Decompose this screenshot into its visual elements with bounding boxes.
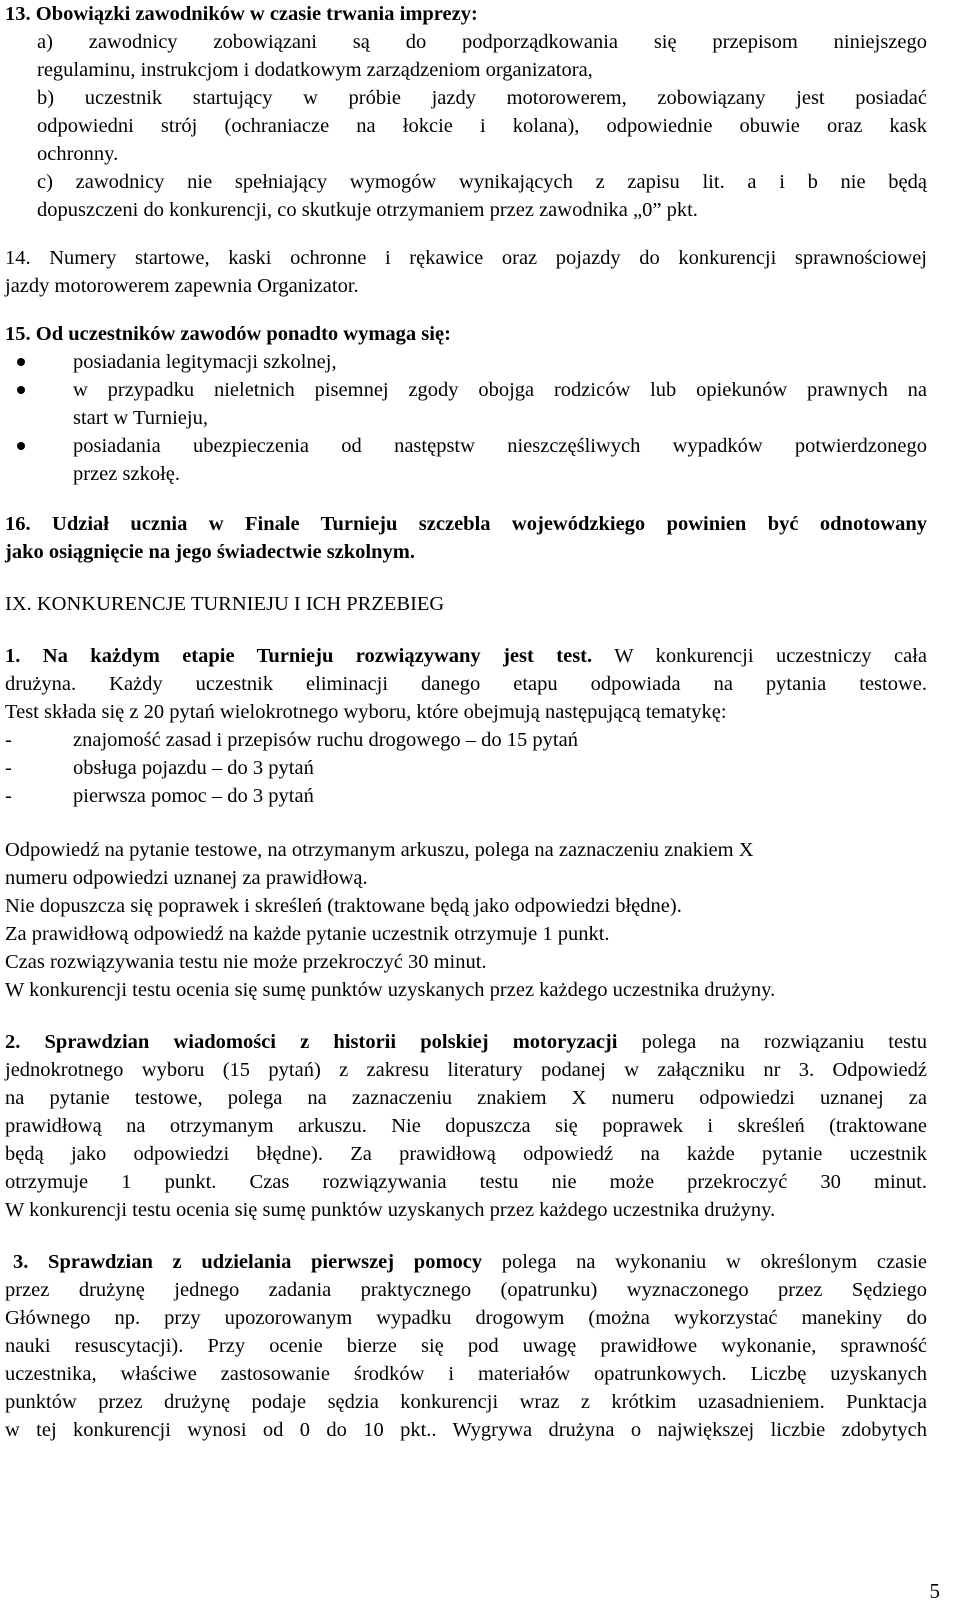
list-item (5, 726, 927, 754)
chapter-heading (5, 590, 927, 618)
list-item (5, 376, 927, 432)
competition-1-note: Czas rozwiązywania testu nie może przekroczyć 30 minut. (5, 951, 487, 973)
competition-1-line: Test składa się z 20 pytań wielokrotnego wyboru, które obejmują następującą tematykę: (5, 701, 727, 723)
item-b-line-2: odpowiedni strój (ochraniacze na łokcie i kolana), odpowiednie obuwie oraz kask (37, 115, 927, 137)
section-13-heading: 13. Obowiązki zawodników w czasie trwania imprezy: (5, 3, 478, 25)
competition-2-line: prawidłową na otrzymanym arkuszu. Nie dopuszcza się poprawek i skreśleń (traktowane (5, 1115, 927, 1137)
section-15-heading: 15. Od uczestników zawodów ponadto wymaga się: (5, 323, 451, 345)
competition-3-text: polega na wykonaniu w określonym czasie (482, 1251, 927, 1273)
competition-3-line: w tej konkurencji wynosi od 0 do 10 pkt.. Wygrywa drużyna o największej liczbie zdobytych (5, 1419, 927, 1441)
list-item-text: posiadania ubezpieczenia od następstw nieszczęśliwych wypadków potwierdzonego (73, 435, 927, 457)
competition-3-line: nauki resuscytacji). Przy ocenie bierze się pod uwagę prawidłowe wykonanie, sprawność (5, 1335, 927, 1357)
section-14-line-1: 14. Numery startowe, kaski ochronne i rękawice oraz pojazdy do konkurencji sprawnościowej (5, 247, 927, 269)
competition-2-line: W konkurencji testu ocenia się sumę punktów uzyskanych przez każdego uczestnika drużyny. (5, 1199, 776, 1221)
list-item-text: obsługa pojazdu – do 3 pytań (73, 757, 314, 779)
document-page (5, 0, 927, 1444)
list-item (5, 348, 927, 376)
page-number: 5 (929, 1579, 940, 1603)
competition-3-line-1 (5, 1248, 927, 1276)
competition-2-line-1 (5, 1028, 927, 1056)
section-16-line-1: 16. Udział ucznia w Finale Turnieju szczebla wojewódzkiego powinien być odnotowany (5, 513, 927, 535)
chapter-title: IX. KONKURENCJE TURNIEJU I ICH PRZEBIEG (5, 593, 445, 615)
section-14-line-2: jazdy motorowerem zapewnia Organizator. (5, 275, 359, 297)
item-c-line-2: dopuszczeni do konkurencji, co skutkuje otrzymaniem przez zawodnika „0” pkt. (37, 199, 698, 221)
bullet-icon (17, 358, 25, 366)
competition-1-line-1 (5, 642, 927, 670)
competition-3-line: uczestnika, właściwe zastosowanie środków i materiałów opatrunkowych. Liczbę uzyskanych (5, 1363, 927, 1385)
competition-1-note: Nie dopuszcza się poprawek i skreśleń (traktowane będą jako odpowiedzi błędne). (5, 895, 682, 917)
competition-1-note: W konkurencji testu ocenia się sumę punktów uzyskanych przez każdego uczestnika drużyny. (5, 979, 776, 1001)
competition-1-text: W konkurencji uczestniczy cała (592, 645, 927, 667)
competition-2 (5, 1028, 927, 1224)
competition-3-line: przez drużynę jednego zadania praktycznego (opatrunku) wyznaczonego przez Sędziego (5, 1279, 927, 1301)
list-item (5, 754, 927, 782)
competition-1-title: 1. Na każdym etapie Turnieju rozwiązywany jest test. (5, 645, 593, 667)
competition-3 (5, 1248, 927, 1444)
bullet-icon (17, 442, 25, 450)
competition-2-line: otrzymuje 1 punkt. Czas rozwiązywania testu nie może przekroczyć 30 minut. (5, 1171, 927, 1193)
competition-2-line: będą jako odpowiedzi błędne). Za prawidłową odpowiedź na każde pytanie uczestnik (5, 1143, 927, 1165)
section-16 (5, 510, 927, 566)
competition-3-title: 3. Sprawdzian z udzielania pierwszej pomocy (13, 1251, 483, 1273)
item-c-line-1: c) zawodnicy nie spełniający wymogów wynikających z zapisu lit. a i b nie będą (37, 171, 927, 193)
item-b-line-1: b) uczestnik startujący w próbie jazdy motorowerem, zobowiązany jest posiadać (37, 87, 927, 109)
competition-2-line: jednokrotnego wyboru (15 pytań) z zakresu literatury podanej w załączniku nr 3. Odpowiedź (5, 1059, 927, 1081)
item-a-line-2: regulaminu, instrukcjom i dodatkowym zarządzeniom organizatora, (37, 59, 593, 81)
competition-1-note: Za prawidłową odpowiedź na każde pytanie uczestnik otrzymuje 1 punkt. (5, 923, 610, 945)
list-item-text: znajomość zasad i przepisów ruchu drogowego – do 15 pytań (73, 729, 578, 751)
competition-3-line: punktów przez drużynę podaje sędzia konkurencji wraz z krótkim uzasadnieniem. Punktacja (5, 1391, 927, 1413)
section-13 (5, 0, 927, 224)
competition-1-note: numeru odpowiedzi uznanej za prawidłową. (5, 867, 368, 889)
competition-2-line: na pytanie testowe, polega na zaznaczeniu znakiem X numeru odpowiedzi uznanej za (5, 1087, 927, 1109)
competition-2-text: polega na rozwiązaniu testu (617, 1031, 927, 1053)
dash-marker: - (5, 757, 12, 779)
dash-marker: - (5, 729, 12, 751)
section-14 (5, 244, 927, 300)
list-item (5, 782, 927, 810)
competition-1 (5, 642, 927, 1004)
competition-3-line: Głównego np. przy upozorowanym wypadku drogowym (można wykorzystać manekiny do (5, 1307, 927, 1329)
competition-1-note: Odpowiedź na pytanie testowe, na otrzymanym arkuszu, polega na zaznaczeniu znakiem X (5, 839, 754, 861)
competition-1-line: drużyna. Każdy uczestnik eliminacji danego etapu odpowiada na pytania testowe. (5, 673, 927, 695)
competition-2-title: 2. Sprawdzian wiadomości z historii polskiej motoryzacji (5, 1031, 618, 1053)
item-b-line-3: ochronny. (37, 143, 119, 165)
list-item (5, 432, 927, 488)
section-16-line-2: jako osiągnięcie na jego świadectwie szkolnym. (5, 541, 415, 563)
list-item-text: przez szkołę. (73, 463, 180, 485)
list-item-text: posiadania legitymacji szkolnej, (73, 351, 337, 373)
bullet-icon (17, 386, 25, 394)
list-item-text: pierwsza pomoc – do 3 pytań (73, 785, 314, 807)
list-item-text: w przypadku nieletnich pisemnej zgody obojga rodziców lub opiekunów prawnych na (73, 379, 927, 401)
list-item-text: start w Turnieju, (73, 407, 208, 429)
section-15 (5, 320, 927, 488)
item-a-line-1: a) zawodnicy zobowiązani są do podporządkowania się przepisom niniejszego (37, 31, 927, 53)
dash-marker: - (5, 785, 12, 807)
